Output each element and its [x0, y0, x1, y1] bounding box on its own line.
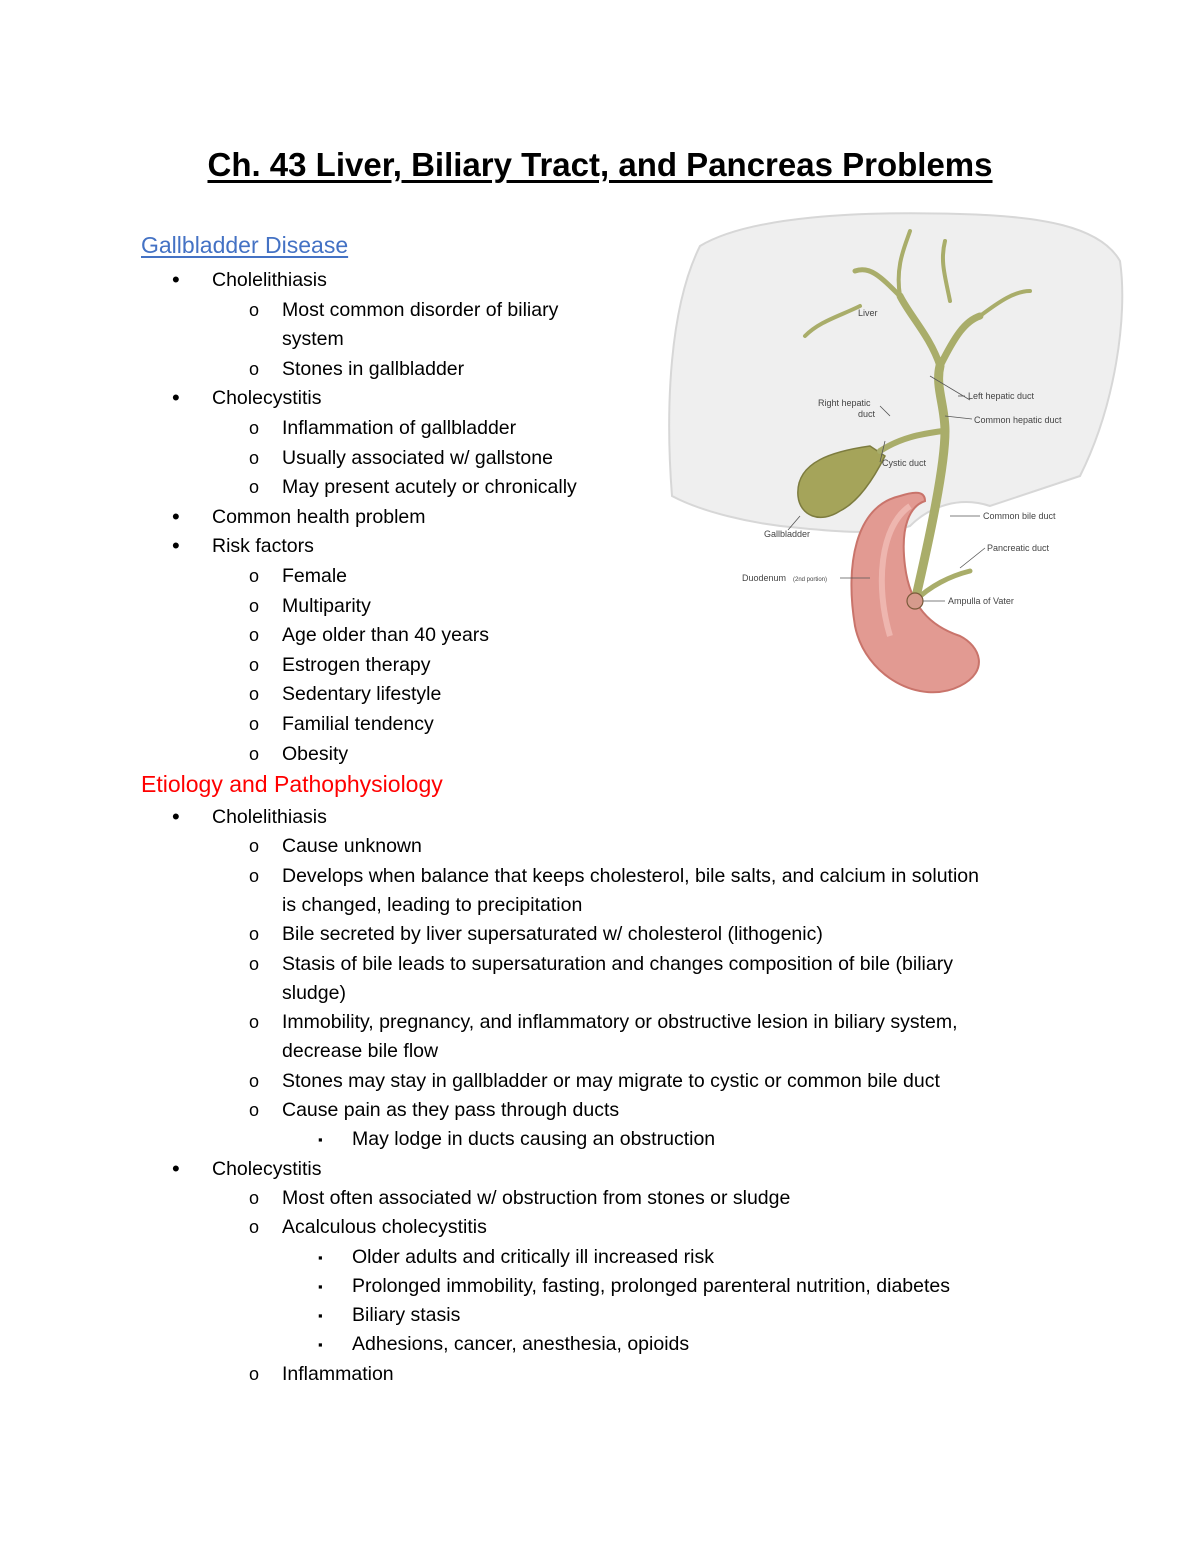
sub-item: Acalculous cholecystitis	[282, 1216, 487, 1239]
section-heading-gallbladder-disease: Gallbladder Disease	[141, 232, 349, 258]
sub-sub-item: Older adults and critically ill increased risk	[352, 1245, 714, 1268]
bullet-item: Cholecystitis	[212, 1157, 322, 1180]
sub-item: Stones in gallbladder	[282, 357, 465, 380]
circle-marker-icon: o	[249, 865, 260, 886]
sub-item: Immobility, pregnancy, and inflammatory or obstructive lesion in biliary system,	[282, 1011, 958, 1034]
sub-item: Stones may stay in gallbladder or may migrate to cystic or common bile duct	[282, 1069, 940, 1092]
square-marker-icon: ▪	[318, 1337, 323, 1353]
label-right-hepatic-duct-2: duct	[858, 409, 876, 419]
square-marker-icon: ▪	[318, 1278, 323, 1294]
circle-marker-icon: o	[249, 358, 260, 379]
sub-item: Multiparity	[282, 594, 371, 617]
sub-sub-item: Adhesions, cancer, anesthesia, opioids	[352, 1333, 690, 1356]
sub-item: Most often associated w/ obstruction from stones or sludge	[282, 1186, 791, 1209]
ampulla-marker	[907, 593, 923, 609]
bullet-marker-icon: •	[172, 267, 180, 292]
circle-marker-icon: o	[249, 924, 260, 945]
sub-item: Sedentary lifestyle	[282, 683, 442, 706]
bullet-marker-icon: •	[172, 503, 180, 529]
circle-marker-icon: o	[249, 714, 260, 734]
bullet-item: Cholelithiasis	[212, 269, 327, 291]
sub-sub-item: Biliary stasis	[352, 1304, 461, 1327]
bullet-marker-icon: •	[172, 1155, 180, 1181]
square-marker-icon: ▪	[318, 1308, 323, 1324]
circle-marker-icon: o	[249, 418, 260, 438]
label-liver: Liver	[858, 308, 878, 318]
circle-marker-icon: o	[249, 299, 260, 320]
sub-item: Bile secreted by liver supersaturated w/ cholesterol (lithogenic)	[282, 923, 823, 946]
circle-marker-icon: o	[249, 477, 260, 498]
label-duodenum: Duodenum	[742, 573, 787, 583]
label-common-hepatic-duct: Common hepatic duct	[974, 415, 1062, 425]
circle-marker-icon: o	[249, 1012, 260, 1033]
circle-marker-icon: o	[249, 1187, 260, 1208]
label-duodenum-note: (2nd portion)	[793, 577, 828, 583]
sub-item: Most common disorder of biliary	[282, 298, 559, 321]
item-continuation: sludge)	[282, 981, 346, 1004]
sub-item: Obesity	[282, 742, 349, 765]
item-continuation: is changed, leading to precipitation	[282, 893, 583, 916]
sub-item: Inflammation of gallbladder	[282, 417, 517, 439]
bullet-marker-icon: •	[172, 385, 180, 411]
bullet-item: Risk factors	[212, 535, 314, 558]
sub-item: Cause unknown	[282, 835, 422, 858]
circle-marker-icon: o	[249, 836, 260, 857]
circle-marker-icon: o	[249, 1217, 260, 1238]
sub-sub-item: May lodge in ducts causing an obstruction	[352, 1128, 716, 1151]
sub-item: Cause pain as they pass through ducts	[282, 1099, 620, 1121]
liver-shape	[669, 213, 1122, 532]
sub-item: Female	[282, 565, 348, 587]
bullet-marker-icon: •	[172, 533, 180, 559]
item-continuation: decrease bile flow	[282, 1040, 439, 1063]
circle-marker-icon: o	[249, 1363, 260, 1384]
label-common-bile-duct: Common bile duct	[983, 511, 1056, 521]
square-marker-icon: ▪	[318, 1249, 323, 1265]
label-right-hepatic-duct-1: Right hepatic	[818, 398, 871, 408]
sub-item: Familial tendency	[282, 713, 434, 735]
circle-marker-icon: o	[249, 684, 260, 705]
label-pancreatic-duct: Pancreatic duct	[987, 543, 1050, 553]
circle-marker-icon: o	[249, 625, 260, 646]
circle-marker-icon: o	[249, 447, 260, 468]
sub-item: Usually associated w/ gallstone	[282, 446, 553, 469]
bullet-item: Cholecystitis	[212, 387, 322, 410]
circle-marker-icon: o	[249, 595, 260, 616]
item-continuation: system	[282, 328, 344, 351]
circle-marker-icon: o	[249, 953, 260, 974]
biliary-anatomy-figure	[660, 206, 1125, 701]
sub-item: Inflammation	[282, 1362, 394, 1385]
label-cystic-duct: Cystic duct	[882, 458, 927, 468]
bullet-marker-icon: •	[172, 804, 180, 829]
circle-marker-icon: o	[249, 654, 260, 675]
sub-item: Age older than 40 years	[282, 624, 490, 647]
sub-item: May present acutely or chronically	[282, 476, 577, 499]
circle-marker-icon: o	[249, 566, 260, 586]
sub-sub-item: Prolonged immobility, fasting, prolonged parenteral nutrition, diabetes	[352, 1274, 950, 1297]
label-ampulla-of-vater: Ampulla of Vater	[948, 596, 1014, 606]
bullet-item: Common health problem	[212, 505, 426, 528]
page-title: Ch. 43 Liver, Biliary Tract, and Pancreas Problems	[207, 146, 993, 183]
circle-marker-icon: o	[249, 743, 260, 764]
sub-item: Estrogen therapy	[282, 653, 431, 676]
square-marker-icon: ▪	[318, 1132, 323, 1148]
label-left-hepatic-duct: Left hepatic duct	[968, 391, 1035, 401]
sub-item: Develops when balance that keeps cholesterol, bile salts, and calcium in solution	[282, 864, 979, 887]
bullet-item: Cholelithiasis	[212, 806, 327, 828]
section-heading-etiology: Etiology and Pathophysiology	[141, 771, 443, 797]
label-gallbladder: Gallbladder	[764, 529, 811, 539]
sub-item: Stasis of bile leads to supersaturation and changes composition of bile (biliary	[282, 952, 953, 975]
circle-marker-icon: o	[249, 1070, 260, 1091]
circle-marker-icon: o	[249, 1100, 260, 1120]
